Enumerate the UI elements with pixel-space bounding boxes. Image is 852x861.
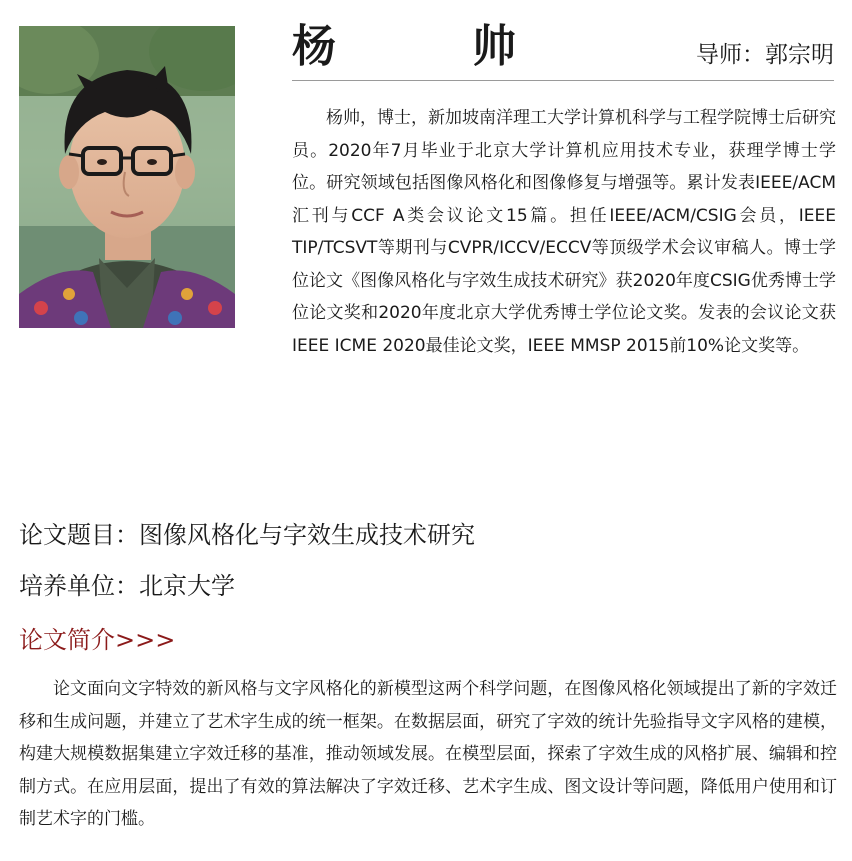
bio-paragraph: 杨帅，博士，新加坡南洋理工大学计算机科学与工程学院博士后研究员。2020年7月毕业于北京大学计算机应用技术专业，获理学博士学位。研究领域包括图像风格化和图像修复与增强等。累计发表IEEE/ACM汇刊与CCF A类会议论文15篇。担任IEEE/ACM/CSIG会员，IEEE TIP/TCSVT等期刊与CVPR/ICCV/ECCV等顶级学术会议审稿人。博士学位论文《图像风格化与字效生成技术研究》获2020年度CSIG优秀博士学位论文奖和2020年度北京大学优秀博士学位论文奖。发表的会议论文获IEEE ICME 2020最佳论文奖，IEEE MMSP 2015前10%论文奖等。 [292, 108, 836, 356]
advisor-label: 导师：郭宗明 [696, 42, 834, 68]
person-name: 杨 帅 [292, 21, 562, 72]
portrait-photo [19, 26, 235, 328]
header-divider [292, 80, 834, 81]
intro-heading: 论文简介>>> [19, 626, 176, 654]
intro-paragraph: 论文面向文字特效的新风格与文字风格化的新模型这两个科学问题，在图像风格化领域提出了新的字效迁移和生成问题，并建立了艺术字生成的统一框架。在数据层面，研究了字效的统计先验指导文字风格的建模，构建大规模数据集建立字效迁移的基准，推动领域发展。在模型层面，探索了字效生成的风格扩展、编辑和控制方式。在应用层面，提出了有效的算法解决了字效迁移、艺术字生成、图文设计等问题，降低用户使用和订制艺术字的门槛。 [19, 679, 837, 829]
training-unit: 培养单位：北京大学 [19, 572, 235, 600]
portrait-illustration [19, 26, 235, 328]
thesis-topic: 论文题目：图像风格化与字效生成技术研究 [19, 521, 475, 549]
